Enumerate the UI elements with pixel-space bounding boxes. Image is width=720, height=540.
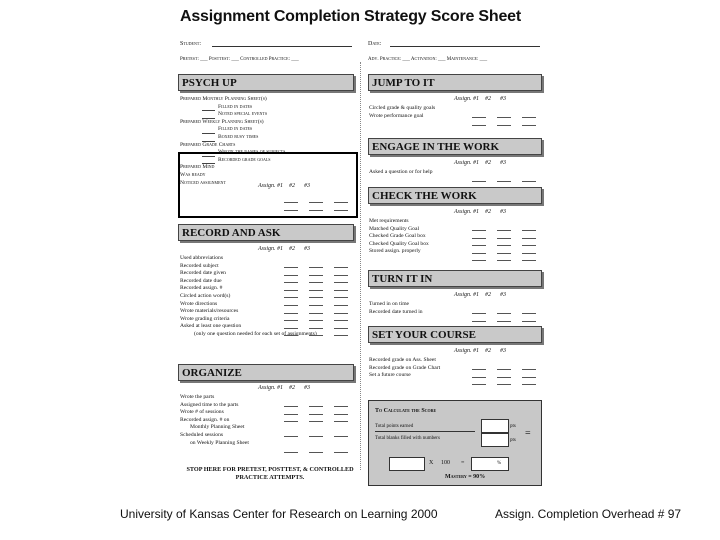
engage-blanks [472, 169, 547, 177]
row-item: Recorded date due [180, 277, 222, 284]
check-rows [369, 218, 429, 256]
mastery-label: Mastery = 90% [445, 474, 486, 480]
hundred-label: 100 [441, 460, 450, 466]
highlight-box [178, 152, 358, 218]
equals-sign: = [525, 428, 531, 439]
row-item: Recorded date turned in [369, 308, 423, 315]
row-item: Recorded assign. # on [180, 416, 230, 423]
times-sign: X [429, 460, 434, 466]
record-blanks [284, 255, 359, 331]
row-item: Asked a question or for help [369, 169, 433, 175]
row-item: Recorded grade on Grade Chart [369, 364, 441, 371]
row-item: Matched Quality Goal [369, 225, 420, 232]
set-course-heading: SET YOUR COURSE [368, 326, 542, 343]
adv-practice-label: Adv. Practice: ___ Activation: ___ Maintenance: ___ [368, 57, 488, 62]
organize-blanks [284, 394, 359, 447]
equals-2: = [461, 460, 465, 466]
row-item: Wrote performance goal [369, 112, 424, 119]
engage-heading: ENGAGE IN THE WORK [368, 138, 542, 155]
row-item: Monthly Planning Sheet [190, 424, 245, 431]
row-item: Wrote materials/resources [180, 308, 239, 315]
row-item: Circled action word(s) [180, 292, 231, 299]
row-item: Prepared Mind [180, 164, 215, 171]
row-item: Recorded grade on Ass. Sheet [369, 357, 436, 363]
row-item: Noted special events [180, 111, 285, 119]
student-label: Student: [180, 41, 201, 47]
turn-in-blanks [472, 301, 547, 316]
row-item: Assigned time to the parts [180, 401, 239, 408]
row-item: Recorded date given [180, 270, 226, 277]
row-item: Turned in on time [369, 301, 410, 307]
row-item: Prepared Monthly Planning Sheet(s) [180, 96, 267, 102]
row-item: Stored assign. properly [369, 248, 421, 255]
jump-to-it-heading: JUMP TO IT [368, 74, 542, 91]
psych-up-col-headers: Assign. #1 #2 #3 [258, 183, 311, 189]
calc-title: To Calculate the Score [375, 408, 437, 414]
footer-overhead: Assign. Completion Overhead # 97 [495, 507, 682, 521]
row-item: Scheduled sessions [180, 431, 224, 438]
date-line [390, 46, 540, 47]
engage-col-headers: Assign. #1 #2 #3 [454, 160, 507, 166]
calculate-score-box [368, 400, 542, 486]
pts-label-2: pts [510, 438, 516, 443]
check-col-headers: Assign. #1 #2 #3 [454, 209, 507, 215]
row-item: Noticed assignment [180, 179, 226, 186]
row-item: Asked at least one question [180, 323, 242, 330]
turn-in-heading: TURN IT IN [368, 270, 542, 287]
percent-sign: % [497, 461, 502, 466]
engage-rows [369, 169, 433, 177]
percent-field [471, 457, 509, 471]
check-heading: CHECK THE WORK [368, 187, 542, 204]
row-item: Wrote directions [180, 300, 218, 307]
score-sheet [172, 4, 550, 490]
record-col-headers: Assign. #1 #2 #3 [258, 246, 311, 252]
set-course-rows [369, 357, 440, 380]
check-blanks [472, 218, 547, 256]
date-label: Date: [368, 41, 382, 47]
column-divider [360, 62, 361, 470]
row-item: Prepared Grade Charts [180, 141, 236, 148]
organize-col-headers: Assign. #1 #2 #3 [258, 385, 311, 391]
row-item: Used abbreviations [180, 255, 224, 261]
row-item: Met requirements [369, 218, 409, 224]
row-item: Filled in dates [180, 126, 285, 134]
row-item: Recorded subject [180, 262, 219, 269]
row-item: Circled grade & quality goals [369, 105, 436, 111]
row-item: Set a future course [369, 372, 411, 379]
row-item: Wrote grading criteria [180, 315, 230, 322]
blanks-filled-label: Total blanks filled with numbers [375, 436, 440, 441]
turn-in-col-headers: Assign. #1 #2 #3 [454, 292, 507, 298]
jump-blanks [472, 105, 547, 120]
student-line [212, 46, 352, 47]
row-item: Wrote # of sessions [180, 409, 224, 416]
organize-heading: ORGANIZE [178, 364, 354, 381]
blanks-field [481, 433, 509, 447]
row-item: Checked Grade Goal box [369, 233, 426, 240]
stop-note: STOP HERE FOR PRETEST, POSTTEST, & CONTROLLED PRACTICE ATTEMPTS. [186, 466, 354, 481]
record-and-ask-heading: RECORD AND ASK [178, 224, 354, 241]
points-earned-label: Total points earned [375, 424, 414, 429]
set-course-col-headers: Assign. #1 #2 #3 [454, 348, 507, 354]
row-item: on Weekly Planning Sheet [190, 439, 249, 446]
set-course-blanks [472, 357, 547, 380]
sheet-title: Assignment Completion Strategy Score Sheet [180, 8, 522, 25]
fraction-line [375, 431, 475, 432]
organize-rows [180, 394, 249, 447]
row-item: Prepared Weekly Planning Sheet(s) [180, 118, 264, 125]
row-item: Wrote the parts [180, 394, 215, 400]
jump-rows [369, 105, 435, 120]
row-note: (only one question needed for each set of assignments) [194, 330, 317, 337]
row-item: Recorded assign. # [180, 285, 223, 292]
psych-up-heading: PSYCH UP [178, 74, 354, 91]
turn-in-rows [369, 301, 423, 316]
row-item: Wrote the names of subjects [180, 149, 285, 157]
row-item: Filled in dates [180, 104, 285, 112]
ratio-field [389, 457, 425, 471]
row-item: Recorded grade goals [180, 157, 285, 165]
points-field [481, 419, 509, 433]
row-item: Was ready [180, 171, 206, 178]
pretest-label: Pretest: ___ Posttest: ___ Controlled Practice: ___ [180, 57, 299, 62]
footer-credit: University of Kansas Center for Research on Learning 2000 [120, 507, 438, 521]
row-item: Checked Quality Goal box [369, 240, 429, 247]
row-item: Boxed busy times [180, 134, 285, 142]
jump-col-headers: Assign. #1 #2 #3 [454, 96, 507, 102]
pts-label-1: pts [510, 424, 516, 429]
